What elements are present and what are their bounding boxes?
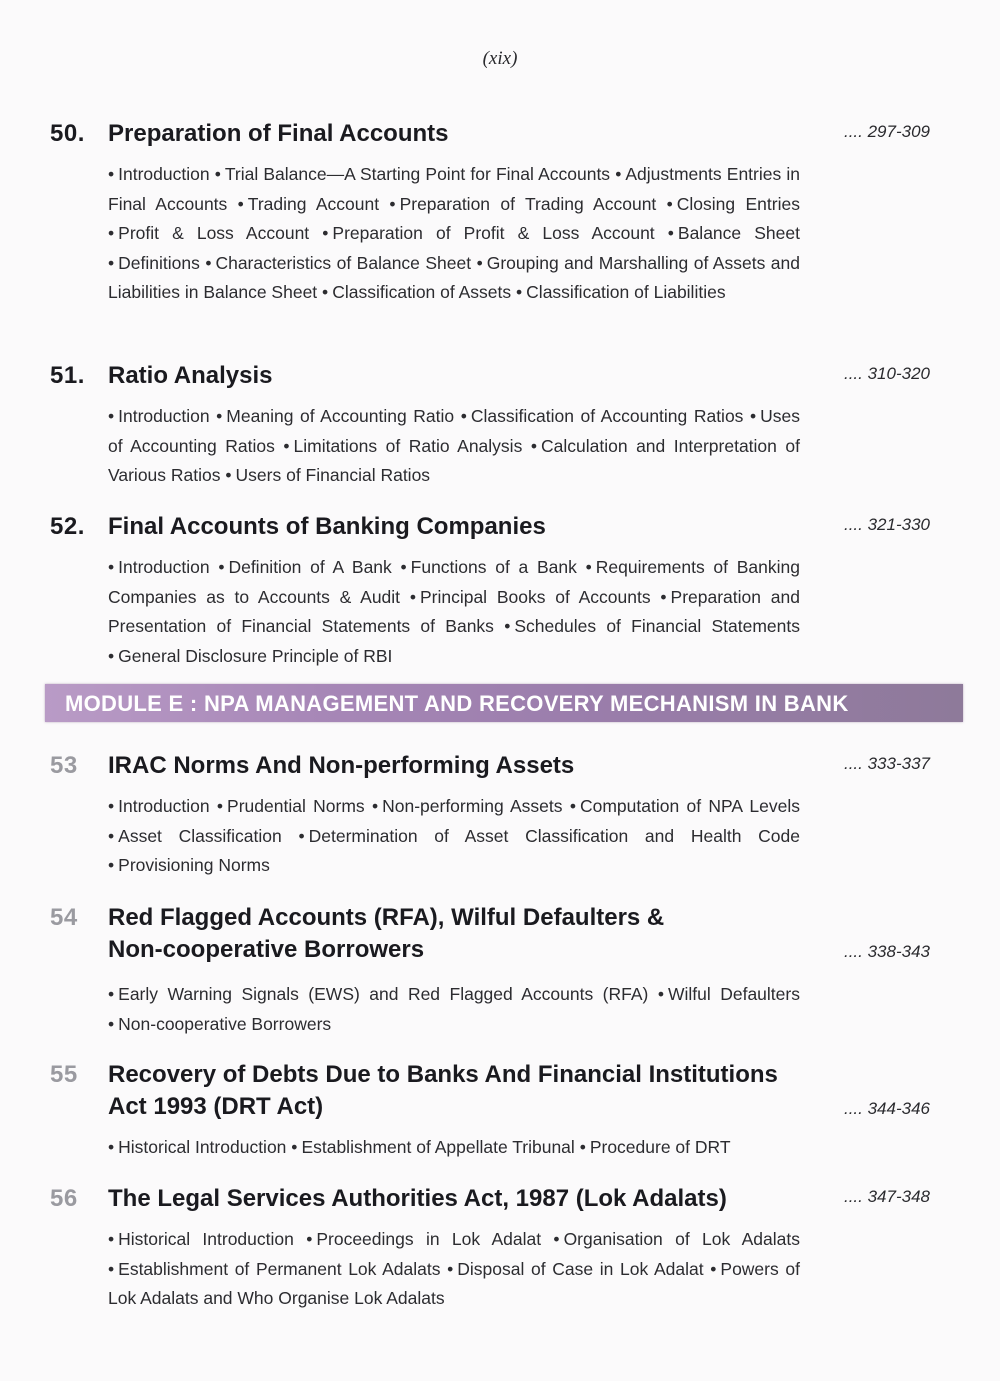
chapter-52 xyxy=(50,513,930,671)
bullet-icon: • xyxy=(710,1258,717,1279)
topic-item: Definitions xyxy=(118,252,200,273)
bullet-icon: • xyxy=(389,193,396,214)
bullet-icon: • xyxy=(237,193,244,214)
topic-item: Computation of NPA Levels xyxy=(579,796,800,816)
bullet-icon: • xyxy=(553,1229,560,1249)
bullet-icon: • xyxy=(657,984,664,1004)
topic-item: Uses of Accounting Ratios xyxy=(108,406,800,456)
chapter-topics xyxy=(108,1225,800,1314)
topic-item: Trading Account xyxy=(247,193,380,214)
bullet-icon: • xyxy=(108,1013,115,1034)
bullet-icon: • xyxy=(216,406,223,426)
topic-item: Establishment of Permanent Lok Adalats xyxy=(118,1258,441,1279)
topic-item: Grouping and Marshalling of Assets and Liabilities in Balance Sheet xyxy=(108,252,800,302)
bullet-icon: • xyxy=(108,1258,115,1279)
bullet-icon: • xyxy=(460,406,467,426)
bullet-icon: • xyxy=(400,557,407,577)
topic-item: Introduction xyxy=(118,406,210,426)
topic-item: Provisioning Norms xyxy=(118,855,270,875)
topic-item: Establishment of Appellate Tribunal xyxy=(301,1137,575,1157)
chapter-number: 52. xyxy=(50,513,85,540)
topic-item: Limitations of Ratio Analysis xyxy=(293,435,523,456)
topic-item: Determination of Asset Classification and Health Code xyxy=(308,825,800,846)
chapter-title: The Legal Services Authorities Act, 1987 (Lok Adalats) xyxy=(108,1185,727,1212)
bullet-icon: • xyxy=(585,557,592,577)
topic-item: Introduction xyxy=(118,796,210,816)
topic-item: Closing Entries xyxy=(676,193,800,214)
topic-item: Classification of Accounting Ratios xyxy=(470,406,744,426)
chapter-topics xyxy=(108,792,800,881)
bullet-icon: • xyxy=(218,557,225,577)
topic-item: Preparation of Profit & Loss Account xyxy=(332,223,655,243)
topic-item: General Disclosure Principle of RBI xyxy=(118,645,393,666)
chapter-51 xyxy=(50,362,930,491)
chapter-pages: .... 297-309 xyxy=(843,122,930,141)
topic-item: Adjustments Entries in Final Accounts xyxy=(108,164,800,214)
bullet-icon: • xyxy=(205,252,212,273)
topic-item: Profit & Loss Account xyxy=(118,223,310,243)
chapter-number: 50. xyxy=(50,120,85,147)
bullet-icon: • xyxy=(476,252,483,273)
chapter-54 xyxy=(50,904,930,1039)
bullet-icon: • xyxy=(108,645,115,666)
bullet-icon: • xyxy=(108,406,115,426)
topic-item: Procedure of DRT xyxy=(589,1137,731,1157)
bullet-icon: • xyxy=(371,796,379,816)
topic-item: Users of Financial Ratios xyxy=(235,465,431,485)
bullet-icon: • xyxy=(108,164,115,184)
chapter-title-line1: Recovery of Debts Due to Banks And Financial Institutions xyxy=(108,1061,778,1088)
module-banner xyxy=(45,684,963,722)
topic-item: Prudential Norms xyxy=(227,796,365,816)
topic-item: Introduction xyxy=(118,164,210,184)
bullet-icon: • xyxy=(615,164,622,184)
bullet-icon: • xyxy=(667,223,674,243)
topic-item: Balance Sheet xyxy=(677,223,800,243)
bullet-icon: • xyxy=(530,435,537,456)
bullet-icon: • xyxy=(108,984,115,1004)
bullet-icon: • xyxy=(569,796,576,816)
chapter-title xyxy=(108,904,664,964)
topic-item: Trial Balance—A Starting Point for Final Accounts xyxy=(224,164,611,184)
bullet-icon: • xyxy=(409,586,416,607)
chapter-topics xyxy=(108,980,800,1039)
bullet-icon: • xyxy=(516,282,523,302)
bullet-icon: • xyxy=(749,406,757,426)
bullet-icon: • xyxy=(108,223,115,243)
page-number: (xix) xyxy=(482,48,518,69)
bullet-icon: • xyxy=(108,825,115,846)
bullet-icon: • xyxy=(108,796,115,816)
chapter-title-line2: Non-cooperative Borrowers xyxy=(108,936,425,963)
topic-item: Requirements of Banking Companies as to Accounts & Audit xyxy=(108,557,800,607)
topic-item: Classification of Liabilities xyxy=(526,282,726,302)
bullet-icon: • xyxy=(660,586,667,607)
bullet-icon: • xyxy=(214,164,221,184)
chapter-number: 56 xyxy=(50,1185,78,1212)
topic-item: Powers of Lok Adalats and Who Organise Lok Adalats xyxy=(108,1258,800,1308)
chapter-pages: .... 344-346 xyxy=(843,1099,930,1118)
topic-item: Organisation of Lok Adalats xyxy=(563,1229,800,1249)
bullet-icon: • xyxy=(298,825,305,846)
chapter-pages: .... 347-348 xyxy=(843,1187,930,1206)
bullet-icon: • xyxy=(322,282,329,302)
chapter-title: Ratio Analysis xyxy=(108,362,273,389)
bullet-icon: • xyxy=(291,1137,298,1157)
bullet-icon: • xyxy=(306,1229,313,1249)
bullet-icon: • xyxy=(225,465,232,485)
chapter-55 xyxy=(50,1061,930,1163)
bullet-icon: • xyxy=(579,1137,586,1157)
bullet-icon: • xyxy=(666,193,673,214)
bullet-icon: • xyxy=(108,1229,115,1249)
bullet-icon: • xyxy=(108,1137,115,1157)
chapter-56 xyxy=(50,1185,930,1314)
chapter-50 xyxy=(50,120,930,308)
chapter-topics xyxy=(108,160,800,308)
topic-item: Asset Classification xyxy=(118,825,282,846)
topic-item: Historical Introduction xyxy=(118,1137,287,1157)
chapter-title xyxy=(108,1061,778,1121)
topic-item: Preparation of Trading Account xyxy=(399,193,657,214)
chapter-title: Final Accounts of Banking Companies xyxy=(108,513,546,540)
bullet-icon: • xyxy=(504,616,511,636)
topic-item: Wilful Defaulters xyxy=(667,984,800,1004)
chapter-number: 55 xyxy=(50,1061,78,1088)
topic-item: Classification of Assets xyxy=(332,282,512,302)
topic-item: Definition of A Bank xyxy=(228,557,392,577)
topic-item: Meaning of Accounting Ratio xyxy=(226,406,455,426)
topic-item: Calculation and Interpretation of Various Ratios xyxy=(108,435,800,485)
chapter-number: 51. xyxy=(50,362,85,389)
bullet-icon: • xyxy=(447,1258,454,1279)
topic-item: Proceedings in Lok Adalat xyxy=(316,1229,542,1249)
chapter-topics xyxy=(108,402,800,491)
topic-item: Schedules of Financial Statements xyxy=(514,616,800,636)
chapter-title-line2: Act 1993 (DRT Act) xyxy=(108,1093,324,1120)
topic-item: Characteristics of Balance Sheet xyxy=(215,252,472,273)
module-banner-label: MODULE E : NPA MANAGEMENT AND RECOVERY MECHANISM IN BANK xyxy=(65,691,849,716)
topic-item: Disposal of Case in Lok Adalat xyxy=(457,1258,704,1279)
chapter-number: 54 xyxy=(50,904,78,931)
topic-item: Preparation and Presentation of Financial Statements of Banks xyxy=(108,586,800,636)
chapter-title: Preparation of Final Accounts xyxy=(108,120,449,147)
bullet-icon: • xyxy=(108,855,115,875)
chapter-pages: .... 321-330 xyxy=(843,515,930,534)
chapter-pages: .... 333-337 xyxy=(843,754,930,773)
bullet-icon: • xyxy=(216,796,224,816)
chapter-53 xyxy=(50,752,930,881)
chapter-topics xyxy=(108,1133,800,1163)
chapter-number: 53 xyxy=(50,752,78,779)
chapter-pages: .... 310-320 xyxy=(843,364,930,383)
topic-item: Non-cooperative Borrowers xyxy=(118,1013,332,1034)
chapter-topics xyxy=(108,553,800,671)
chapter-title: IRAC Norms And Non-performing Assets xyxy=(108,752,575,779)
topic-item: Principal Books of Accounts xyxy=(419,586,651,607)
topic-item: Introduction xyxy=(118,557,210,577)
bullet-icon: • xyxy=(108,557,115,577)
topic-item: Functions of a Bank xyxy=(410,557,577,577)
chapter-title-line1: Red Flagged Accounts (RFA), Wilful Defaulters & xyxy=(108,904,665,931)
bullet-icon: • xyxy=(283,435,290,456)
bullet-icon: • xyxy=(322,223,329,243)
topic-item: Non-performing Assets xyxy=(382,796,563,816)
chapter-pages: .... 338-343 xyxy=(843,942,930,961)
topic-item: Historical Introduction xyxy=(118,1229,294,1249)
bullet-icon: • xyxy=(108,252,115,273)
topic-item: Early Warning Signals (EWS) and Red Flagged Accounts (RFA) xyxy=(118,984,649,1004)
